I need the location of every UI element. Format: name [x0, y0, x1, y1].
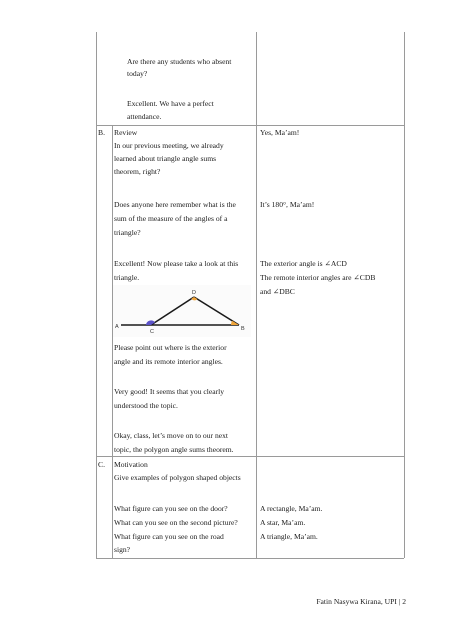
section-letter: C.: [98, 460, 105, 469]
student-response: and ∠DBC: [260, 287, 295, 296]
student-response: The exterior angle is ∠ACD: [260, 259, 347, 268]
teacher-text: understood the topic.: [114, 401, 178, 410]
section-heading: Review: [114, 128, 138, 137]
teacher-text: Does anyone here remember what is the: [114, 200, 236, 209]
page-footer: Fatin Nasywa Kirana, UPI | 2: [316, 597, 406, 606]
teacher-text: triangle?: [114, 228, 141, 237]
table-right-border: [404, 32, 405, 558]
teacher-text: Excellent. We have a perfect: [127, 99, 214, 108]
teacher-text: Very good! It seems that you clearly: [114, 387, 225, 396]
label-a: A: [115, 324, 119, 330]
student-response: A triangle, Ma’am.: [260, 532, 318, 541]
teacher-text: today?: [127, 69, 148, 78]
student-response: A rectangle, Ma’am.: [260, 504, 323, 513]
table-left-border: [96, 32, 97, 558]
teacher-text: What figure can you see on the door?: [114, 504, 228, 513]
figure-background: [113, 285, 251, 337]
table-middle-border: [256, 32, 257, 558]
label-c: C: [150, 329, 154, 335]
table-bottom-border: [96, 558, 404, 559]
triangle-figure: [113, 285, 251, 337]
teacher-text: sign?: [114, 545, 131, 554]
teacher-text: In our previous meeting, we already: [114, 141, 224, 150]
label-d: D: [192, 290, 196, 296]
row-divider-motivation: [96, 456, 404, 457]
teacher-text: attendance.: [127, 112, 162, 121]
row-divider-review: [96, 125, 404, 126]
teacher-text: triangle.: [114, 273, 140, 282]
student-response: A star, Ma’am.: [260, 518, 306, 527]
teacher-text: theorem, right?: [114, 167, 161, 176]
teacher-text: topic, the polygon angle sums theorem.: [114, 445, 234, 454]
teacher-text: Please point out where is the exterior: [114, 343, 227, 352]
teacher-text: What figure can you see on the road: [114, 532, 224, 541]
teacher-text: learned about triangle angle sums: [114, 154, 217, 163]
section-letter: B.: [98, 128, 105, 137]
student-response: Yes, Ma’am!: [260, 128, 300, 137]
section-heading: Motivation: [114, 460, 148, 469]
student-response: It’s 180°, Ma’am!: [260, 200, 315, 209]
teacher-text: Excellent! Now please take a look at this: [114, 259, 239, 268]
teacher-text: Are there any students who absent: [127, 57, 232, 66]
teacher-text: What can you see on the second picture?: [114, 518, 238, 527]
teacher-text: Give examples of polygon shaped objects: [114, 473, 241, 482]
teacher-text: sum of the measure of the angles of a: [114, 214, 228, 223]
label-b: B: [241, 326, 245, 332]
teacher-text: angle and its remote interior angles.: [114, 357, 223, 366]
table-column-divider: [112, 125, 113, 558]
teacher-text: Okay, class, let’s move on to our next: [114, 431, 229, 440]
student-response: The remote interior angles are ∠CDB: [260, 273, 376, 282]
